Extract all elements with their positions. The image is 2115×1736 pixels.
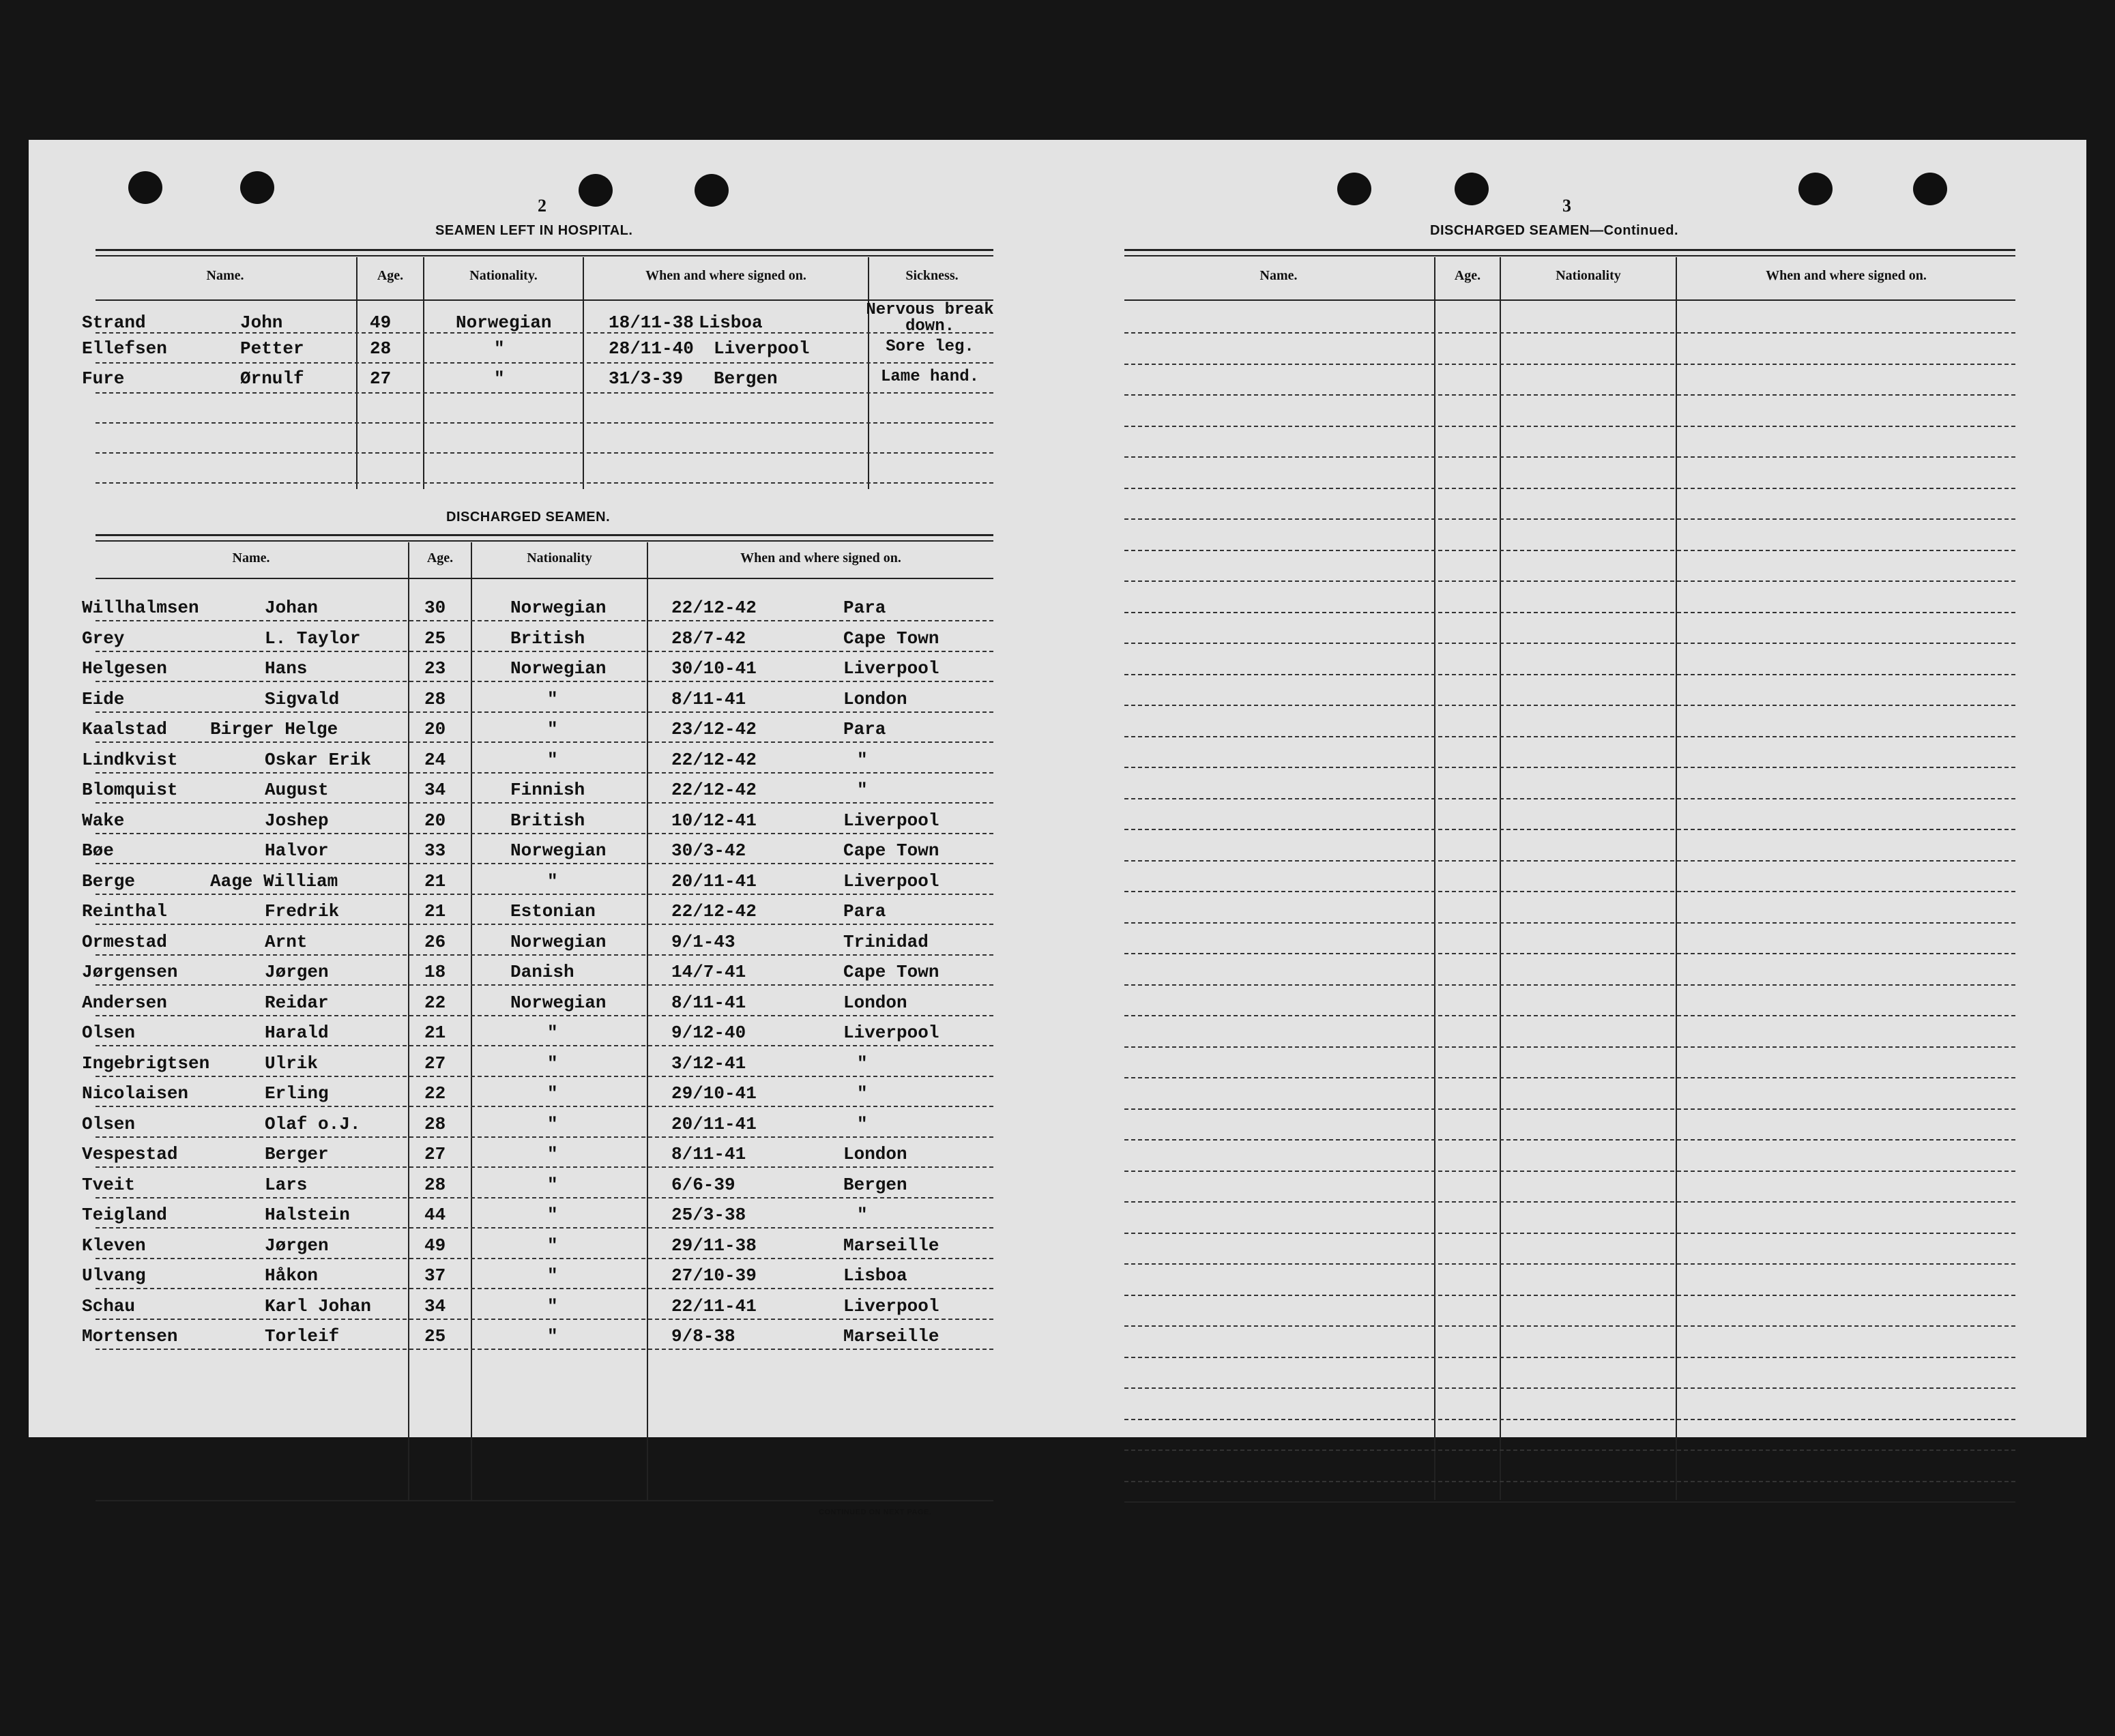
date-cell: 6/6-39 bbox=[671, 1175, 735, 1195]
header-rule bbox=[96, 249, 993, 256]
binder-hole bbox=[579, 174, 613, 207]
age-cell: 27 bbox=[370, 368, 392, 389]
nationality-header: Nationality. bbox=[469, 268, 538, 283]
row-line bbox=[1124, 364, 2015, 365]
nationality-cell: " bbox=[547, 1265, 558, 1286]
age-cell: 27 bbox=[424, 1053, 446, 1074]
surname-cell: Kleven bbox=[82, 1235, 146, 1256]
place-cell: Para bbox=[843, 598, 886, 618]
date-cell: 29/10-41 bbox=[671, 1083, 757, 1104]
place-cell: " bbox=[857, 750, 868, 770]
date-cell: 30/3-42 bbox=[671, 840, 746, 861]
given-name-cell: Hans bbox=[265, 658, 308, 679]
row-line bbox=[96, 1015, 993, 1016]
surname-cell: Vespestad bbox=[82, 1144, 178, 1164]
given-name-cell: Jørgen bbox=[265, 1235, 329, 1256]
age-cell: 20 bbox=[424, 810, 446, 831]
row-line bbox=[96, 620, 993, 621]
binder-hole bbox=[1798, 173, 1833, 205]
row-line bbox=[1124, 736, 2015, 737]
date-cell: 8/11-41 bbox=[671, 992, 746, 1013]
date-cell: 22/11-41 bbox=[671, 1296, 757, 1316]
name-header: Name. bbox=[232, 550, 270, 565]
given-name-cell: Harald bbox=[265, 1023, 329, 1043]
row-line bbox=[1124, 394, 2015, 396]
age-cell: 44 bbox=[424, 1205, 446, 1225]
age-cell: 26 bbox=[424, 932, 446, 952]
age-cell: 22 bbox=[424, 1083, 446, 1104]
nationality-cell: " bbox=[547, 1114, 558, 1134]
table-bottom-rule bbox=[1124, 1501, 2015, 1503]
signed-on-header: When and where signed on. bbox=[1766, 268, 1927, 283]
nationality-cell: " bbox=[547, 1205, 558, 1225]
row-line bbox=[1124, 1295, 2015, 1296]
nationality-cell: " bbox=[547, 871, 558, 892]
row-line bbox=[96, 362, 993, 364]
place-cell: Liverpool bbox=[843, 658, 939, 679]
row-line bbox=[96, 1288, 993, 1289]
date-cell: 30/10-41 bbox=[671, 658, 757, 679]
column-divider bbox=[423, 257, 424, 489]
nationality-cell: British bbox=[510, 810, 585, 831]
row-line bbox=[96, 802, 993, 804]
given-name-cell: Jørgen bbox=[265, 962, 329, 982]
place-cell: " bbox=[857, 1205, 868, 1225]
date-cell: 9/1-43 bbox=[671, 932, 735, 952]
date-cell: 8/11-41 bbox=[671, 689, 746, 709]
binder-hole bbox=[1337, 173, 1371, 205]
column-divider bbox=[583, 257, 584, 489]
age-cell: 28 bbox=[370, 338, 392, 359]
row-line bbox=[1124, 1263, 2015, 1265]
name-header: Name. bbox=[1259, 268, 1298, 283]
row-line bbox=[96, 1166, 993, 1168]
row-line bbox=[96, 1045, 993, 1046]
signed-on-header: When and where signed on. bbox=[740, 550, 901, 565]
column-divider bbox=[471, 542, 472, 1500]
page-title: DISCHARGED SEAMEN—Continued. bbox=[1430, 223, 1678, 238]
nationality-cell: " bbox=[494, 368, 505, 389]
given-name-cell: Erling bbox=[265, 1083, 329, 1104]
age-cell: 20 bbox=[424, 719, 446, 739]
row-line bbox=[1124, 1046, 2015, 1048]
row-line bbox=[1124, 767, 2015, 768]
nationality-cell: Norwegian bbox=[510, 840, 607, 861]
date-cell: 20/11-41 bbox=[671, 1114, 757, 1134]
nationality-cell: Estonian bbox=[510, 901, 596, 922]
date-cell: 25/3-38 bbox=[671, 1205, 746, 1225]
surname-cell: Eide bbox=[82, 689, 125, 709]
age-header: Age. bbox=[1454, 268, 1481, 283]
date-cell: 9/8-38 bbox=[671, 1326, 735, 1347]
place-cell: Para bbox=[843, 719, 886, 739]
age-cell: 21 bbox=[424, 1023, 446, 1043]
surname-cell: Kaalstad bbox=[82, 719, 167, 739]
date-cell: 31/3-39 bbox=[609, 368, 684, 389]
surname-cell: Ellefsen bbox=[82, 338, 167, 359]
place-cell: " bbox=[857, 1114, 868, 1134]
row-line bbox=[96, 1197, 993, 1198]
sickness-cell: Nervous break down. bbox=[866, 301, 994, 336]
row-line bbox=[96, 863, 993, 864]
given-name-cell: Ulrik bbox=[265, 1053, 319, 1074]
place-cell: Liverpool bbox=[714, 338, 810, 359]
row-line bbox=[1124, 705, 2015, 706]
surname-cell: Teigland bbox=[82, 1205, 167, 1225]
place-cell: " bbox=[857, 1053, 868, 1074]
surname-cell: Berge bbox=[82, 871, 136, 892]
age-cell: 22 bbox=[424, 992, 446, 1013]
row-line bbox=[96, 1106, 993, 1107]
age-cell: 28 bbox=[424, 1114, 446, 1134]
date-cell: 27/10-39 bbox=[671, 1265, 757, 1286]
nationality-cell: Norwegian bbox=[510, 992, 607, 1013]
nationality-cell: " bbox=[547, 1023, 558, 1043]
surname-cell: Blomquist bbox=[82, 780, 178, 800]
date-cell: 22/12-42 bbox=[671, 598, 757, 618]
nationality-cell: " bbox=[547, 1053, 558, 1074]
nationality-cell: Norwegian bbox=[510, 598, 607, 618]
row-line bbox=[96, 1258, 993, 1259]
nationality-header: Nationality bbox=[527, 550, 592, 565]
surname-cell: Olsen bbox=[82, 1114, 136, 1134]
row-line bbox=[1124, 1419, 2015, 1420]
row-line bbox=[96, 711, 993, 713]
given-name-cell: Fredrik bbox=[265, 901, 340, 922]
row-line bbox=[1124, 426, 2015, 427]
age-cell: 21 bbox=[424, 871, 446, 892]
column-divider bbox=[1676, 257, 1677, 1500]
age-cell: 49 bbox=[424, 1235, 446, 1256]
signed-on-header: When and where signed on. bbox=[645, 268, 806, 283]
surname-cell: Mortensen bbox=[82, 1326, 178, 1347]
row-line bbox=[1124, 798, 2015, 799]
row-line bbox=[96, 894, 993, 895]
surname-cell: Reinthal bbox=[82, 901, 167, 922]
surname-cell: Jørgensen bbox=[82, 962, 178, 982]
row-line bbox=[96, 482, 993, 484]
row-line bbox=[96, 833, 993, 834]
nationality-header: Nationality bbox=[1556, 268, 1621, 283]
binder-hole bbox=[1913, 173, 1947, 205]
place-cell: " bbox=[857, 1083, 868, 1104]
discharged-section-title: DISCHARGED SEAMEN. bbox=[446, 510, 611, 525]
date-cell: 14/7-41 bbox=[671, 962, 746, 982]
sickness-header: Sickness. bbox=[905, 268, 959, 283]
column-divider bbox=[1500, 257, 1501, 1500]
row-line bbox=[1124, 1450, 2015, 1451]
row-line bbox=[1124, 612, 2015, 613]
age-header: Age. bbox=[377, 268, 404, 283]
given-name-cell: Johan bbox=[265, 598, 319, 618]
given-name-cell: Lars bbox=[265, 1175, 308, 1195]
date-cell: 9/12-40 bbox=[671, 1023, 746, 1043]
page-number: 3 bbox=[1562, 196, 1571, 216]
place-cell: Marseille bbox=[843, 1326, 939, 1347]
row-line bbox=[1124, 674, 2015, 675]
age-cell: 49 bbox=[370, 312, 392, 333]
age-cell: 37 bbox=[424, 1265, 446, 1286]
row-line bbox=[96, 681, 993, 682]
place-cell: Lisboa bbox=[699, 312, 763, 333]
surname-cell: Ormestad bbox=[82, 932, 167, 952]
given-name-cell: Arnt bbox=[265, 932, 308, 952]
place-cell: Marseille bbox=[843, 1235, 939, 1256]
given-name-cell: Halstein bbox=[265, 1205, 350, 1225]
given-name-cell: Sigvald bbox=[265, 689, 340, 709]
age-cell: 25 bbox=[424, 628, 446, 649]
nationality-cell: " bbox=[547, 1083, 558, 1104]
sickness-cell: Sore leg. bbox=[886, 338, 974, 356]
hospital-section-title: SEAMEN LEFT IN HOSPITAL. bbox=[435, 223, 633, 238]
date-cell: 8/11-41 bbox=[671, 1144, 746, 1164]
given-name-cell: Ørnulf bbox=[240, 368, 304, 389]
age-cell: 18 bbox=[424, 962, 446, 982]
given-name-cell: Birger Helge bbox=[210, 719, 338, 739]
row-line bbox=[1124, 1015, 2015, 1016]
place-cell: Cape Town bbox=[843, 628, 939, 649]
nationality-cell: " bbox=[547, 750, 558, 770]
sickness-cell: Lame hand. bbox=[880, 368, 980, 386]
nationality-cell: " bbox=[547, 1144, 558, 1164]
place-cell: Cape Town bbox=[843, 840, 939, 861]
place-cell: Bergen bbox=[843, 1175, 907, 1195]
row-line bbox=[96, 1319, 993, 1320]
row-line bbox=[1124, 488, 2015, 489]
row-line bbox=[1124, 984, 2015, 986]
place-cell: Liverpool bbox=[843, 871, 939, 892]
left-page bbox=[29, 140, 1063, 1516]
given-name-cell: L. Taylor bbox=[265, 628, 361, 649]
row-line bbox=[1124, 580, 2015, 582]
place-cell: Bergen bbox=[714, 368, 778, 389]
date-cell: 22/12-42 bbox=[671, 901, 757, 922]
binder-hole bbox=[128, 171, 162, 204]
given-name-cell: Joshep bbox=[265, 810, 329, 831]
surname-cell: Ulvang bbox=[82, 1265, 146, 1286]
age-cell: 28 bbox=[424, 1175, 446, 1195]
nationality-cell: Norwegian bbox=[456, 312, 552, 333]
date-cell: 22/12-42 bbox=[671, 750, 757, 770]
surname-cell: Nicolaisen bbox=[82, 1083, 189, 1104]
given-name-cell: Aage William bbox=[210, 871, 338, 892]
name-header: Name. bbox=[206, 268, 244, 283]
row-line bbox=[1124, 891, 2015, 892]
row-line bbox=[96, 1136, 993, 1138]
age-header: Age. bbox=[426, 550, 454, 565]
date-cell: 22/12-42 bbox=[671, 780, 757, 800]
row-line bbox=[96, 984, 993, 986]
place-cell: Lisboa bbox=[843, 1265, 907, 1286]
given-name-cell: Håkon bbox=[265, 1265, 319, 1286]
binder-hole bbox=[240, 171, 274, 204]
row-line bbox=[1124, 518, 2015, 520]
row-line bbox=[96, 741, 993, 743]
row-line bbox=[96, 332, 993, 334]
column-divider bbox=[408, 542, 409, 1500]
continued-note: CONTINUED ON NEXT PAGE. bbox=[819, 1508, 932, 1516]
row-line bbox=[1124, 1481, 2015, 1482]
place-cell: Liverpool bbox=[843, 810, 939, 831]
right-page bbox=[1063, 140, 2086, 1437]
row-line bbox=[1124, 332, 2015, 334]
nationality-cell: British bbox=[510, 628, 585, 649]
row-line bbox=[96, 954, 993, 956]
row-line bbox=[96, 1349, 993, 1350]
nationality-cell: Finnish bbox=[510, 780, 585, 800]
surname-cell: Schau bbox=[82, 1296, 136, 1316]
date-cell: 28/7-42 bbox=[671, 628, 746, 649]
row-line bbox=[96, 1076, 993, 1077]
age-cell: 30 bbox=[424, 598, 446, 618]
header-rule bbox=[1124, 249, 2015, 256]
row-line bbox=[1124, 922, 2015, 924]
row-line bbox=[1124, 1325, 2015, 1327]
date-cell: 3/12-41 bbox=[671, 1053, 746, 1074]
place-cell: Para bbox=[843, 901, 886, 922]
surname-cell: Grey bbox=[82, 628, 125, 649]
surname-cell: Willhalmsen bbox=[82, 598, 199, 618]
place-cell: Liverpool bbox=[843, 1296, 939, 1316]
column-divider bbox=[356, 257, 358, 489]
row-line bbox=[1124, 1171, 2015, 1172]
nationality-cell: " bbox=[547, 1326, 558, 1347]
given-name-cell: Olaf o.J. bbox=[265, 1114, 361, 1134]
row-line bbox=[1124, 1357, 2015, 1358]
given-name-cell: Reidar bbox=[265, 992, 329, 1013]
row-line bbox=[96, 924, 993, 925]
row-line bbox=[1124, 550, 2015, 551]
surname-cell: Lindkvist bbox=[82, 750, 178, 770]
nationality-cell: Norwegian bbox=[510, 658, 607, 679]
nationality-cell: " bbox=[494, 338, 505, 359]
surname-cell: Andersen bbox=[82, 992, 167, 1013]
row-line bbox=[1124, 953, 2015, 954]
header-rule bbox=[96, 534, 993, 542]
nationality-cell: " bbox=[547, 1296, 558, 1316]
row-line bbox=[96, 1227, 993, 1229]
page-number: 2 bbox=[538, 196, 546, 216]
place-cell: London bbox=[843, 1144, 907, 1164]
age-cell: 28 bbox=[424, 689, 446, 709]
given-name-cell: Petter bbox=[240, 338, 304, 359]
age-cell: 33 bbox=[424, 840, 446, 861]
row-line bbox=[96, 422, 993, 424]
nationality-cell: " bbox=[547, 1175, 558, 1195]
date-cell: 29/11-38 bbox=[671, 1235, 757, 1256]
row-line bbox=[1124, 1108, 2015, 1110]
age-cell: 24 bbox=[424, 750, 446, 770]
row-line bbox=[96, 452, 993, 454]
surname-cell: Helgesen bbox=[82, 658, 167, 679]
given-name-cell: John bbox=[240, 312, 283, 333]
surname-cell: Olsen bbox=[82, 1023, 136, 1043]
place-cell: London bbox=[843, 992, 907, 1013]
row-line bbox=[1124, 1387, 2015, 1389]
surname-cell: Strand bbox=[82, 312, 146, 333]
given-name-cell: August bbox=[265, 780, 329, 800]
age-cell: 25 bbox=[424, 1326, 446, 1347]
place-cell: Cape Town bbox=[843, 962, 939, 982]
nationality-cell: Danish bbox=[510, 962, 574, 982]
table-bottom-rule bbox=[96, 1500, 993, 1501]
row-line bbox=[96, 772, 993, 774]
surname-cell: Bøe bbox=[82, 840, 114, 861]
row-line bbox=[1124, 829, 2015, 830]
column-divider bbox=[1434, 257, 1435, 1500]
age-cell: 27 bbox=[424, 1144, 446, 1164]
age-cell: 21 bbox=[424, 901, 446, 922]
header-underline bbox=[96, 299, 993, 301]
date-cell: 23/12-42 bbox=[671, 719, 757, 739]
place-cell: Trinidad bbox=[843, 932, 929, 952]
binder-hole bbox=[695, 174, 729, 207]
place-cell: " bbox=[857, 780, 868, 800]
given-name-cell: Halvor bbox=[265, 840, 329, 861]
binder-hole bbox=[1455, 173, 1489, 205]
age-cell: 23 bbox=[424, 658, 446, 679]
age-cell: 34 bbox=[424, 1296, 446, 1316]
place-cell: Liverpool bbox=[843, 1023, 939, 1043]
given-name-cell: Berger bbox=[265, 1144, 329, 1164]
given-name-cell: Karl Johan bbox=[265, 1296, 372, 1316]
surname-cell: Wake bbox=[82, 810, 125, 831]
nationality-cell: " bbox=[547, 1235, 558, 1256]
row-line bbox=[1124, 860, 2015, 862]
row-line bbox=[96, 651, 993, 652]
row-line bbox=[1124, 1139, 2015, 1141]
row-line bbox=[1124, 643, 2015, 644]
surname-cell: Fure bbox=[82, 368, 125, 389]
row-line bbox=[1124, 1077, 2015, 1078]
place-cell: London bbox=[843, 689, 907, 709]
date-cell: 28/11-40 bbox=[609, 338, 694, 359]
row-line bbox=[1124, 456, 2015, 458]
header-underline bbox=[96, 578, 993, 579]
surname-cell: Ingebrigtsen bbox=[82, 1053, 210, 1074]
row-line bbox=[96, 392, 993, 394]
row-line bbox=[1124, 1201, 2015, 1203]
surname-cell: Tveit bbox=[82, 1175, 136, 1195]
given-name-cell: Oskar Erik bbox=[265, 750, 372, 770]
given-name-cell: Torleif bbox=[265, 1326, 340, 1347]
age-cell: 34 bbox=[424, 780, 446, 800]
nationality-cell: " bbox=[547, 719, 558, 739]
column-divider bbox=[647, 542, 648, 1500]
nationality-cell: " bbox=[547, 689, 558, 709]
date-cell: 18/11-38 bbox=[609, 312, 694, 333]
date-cell: 20/11-41 bbox=[671, 871, 757, 892]
date-cell: 10/12-41 bbox=[671, 810, 757, 831]
nationality-cell: Norwegian bbox=[510, 932, 607, 952]
header-underline bbox=[1124, 299, 2015, 301]
row-line bbox=[1124, 1233, 2015, 1234]
